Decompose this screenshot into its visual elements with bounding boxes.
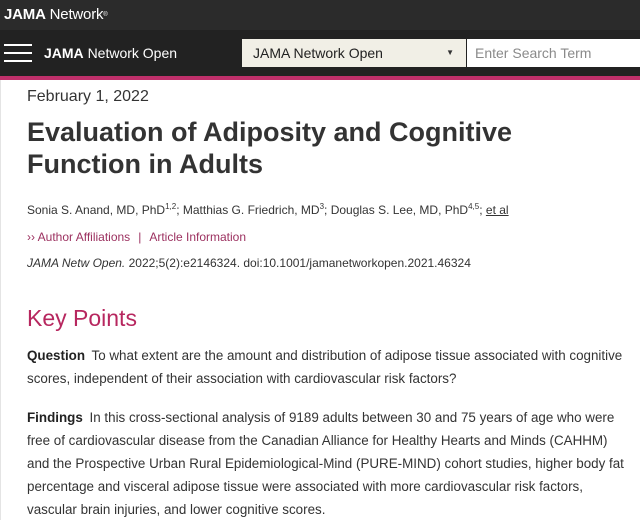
et-al-link[interactable]: et al [485, 203, 509, 217]
article-title: Evaluation of Adiposity and Cognitive Function in Adults [27, 117, 513, 179]
left-border [0, 80, 1, 520]
brand-rest: Network [49, 6, 104, 23]
findings-text: In this cross-sectional analysis of 9189 adults between 30 and 75 years of age who were free of cardiovascular disease from the Canadian Alliance for Healthy Hearts and Minds (CAHHM) and the Prospective Urban Rural Epidemiological-Mind (PURE-MIND) cohort studies, higher body fat percentage and visceral adipose tissue were associated with more cardiovascular risk factors, vascular brain injuries, and lower cognitive scores. [27, 410, 624, 517]
question-label: Question [27, 348, 86, 363]
question-paragraph [27, 344, 627, 390]
nav-bar [0, 30, 640, 76]
journal-select-value: JAMA Network Open [253, 45, 383, 61]
key-points-heading: Key Points [27, 305, 137, 331]
author-affiliations-label: Author Affiliations [37, 230, 131, 244]
brand-bold: JAMA [4, 6, 46, 23]
journal-name-bold: JAMA [44, 45, 84, 61]
author-name[interactable]: Sonia S. Anand, MD, PhD [27, 203, 166, 217]
author-list: Sonia S. Anand, MD, PhD$^{1,2}$; Matthias G. Friedrich, $MD^3$; Douglas S. Lee, MD, PhD$^{4,5}$; et al [27, 202, 509, 217]
brand-mark: ® [103, 12, 108, 18]
search-input[interactable] [467, 39, 640, 67]
chevron-right-icon: ›› [27, 230, 35, 244]
journal-name[interactable] [44, 45, 177, 62]
citation-details: 2022;5(2):e2146324. doi:10.1001/jamanetworkopen.2021.46324 [125, 256, 471, 270]
accent-divider [0, 76, 640, 80]
author-affiliation-sup: 1,2 [165, 202, 177, 211]
top-bar [0, 0, 640, 30]
journal-name-rest: Network Open [87, 45, 178, 61]
author-affiliation-sup: 3 [319, 202, 325, 211]
author-name[interactable]: Douglas S. Lee, MD, PhD [330, 203, 469, 217]
hamburger-menu-icon[interactable] [4, 41, 32, 65]
author-affiliation-sup: 4,5 [468, 202, 480, 211]
citation [27, 256, 471, 270]
question-text: To what extent are the amount and distribution of adipose tissue associated with cognitive scores, independent of their association with cardiovascular risk factors? [27, 348, 623, 386]
findings-paragraph [27, 406, 627, 521]
citation-journal: JAMA Netw Open. [27, 256, 126, 270]
author-affiliations-link[interactable] [27, 230, 130, 244]
article-meta-links [27, 230, 246, 244]
publication-date: February 1, 2022 [27, 88, 149, 105]
dropdown-arrow-icon: ▼ [446, 48, 454, 57]
jama-network-logo[interactable] [4, 6, 108, 24]
article-information-link[interactable]: Article Information [149, 230, 247, 244]
link-separator: | [138, 230, 142, 244]
author-name[interactable]: Matthias G. Friedrich, MD [182, 203, 320, 217]
journal-select[interactable] [242, 39, 466, 67]
findings-label: Findings [27, 410, 83, 425]
